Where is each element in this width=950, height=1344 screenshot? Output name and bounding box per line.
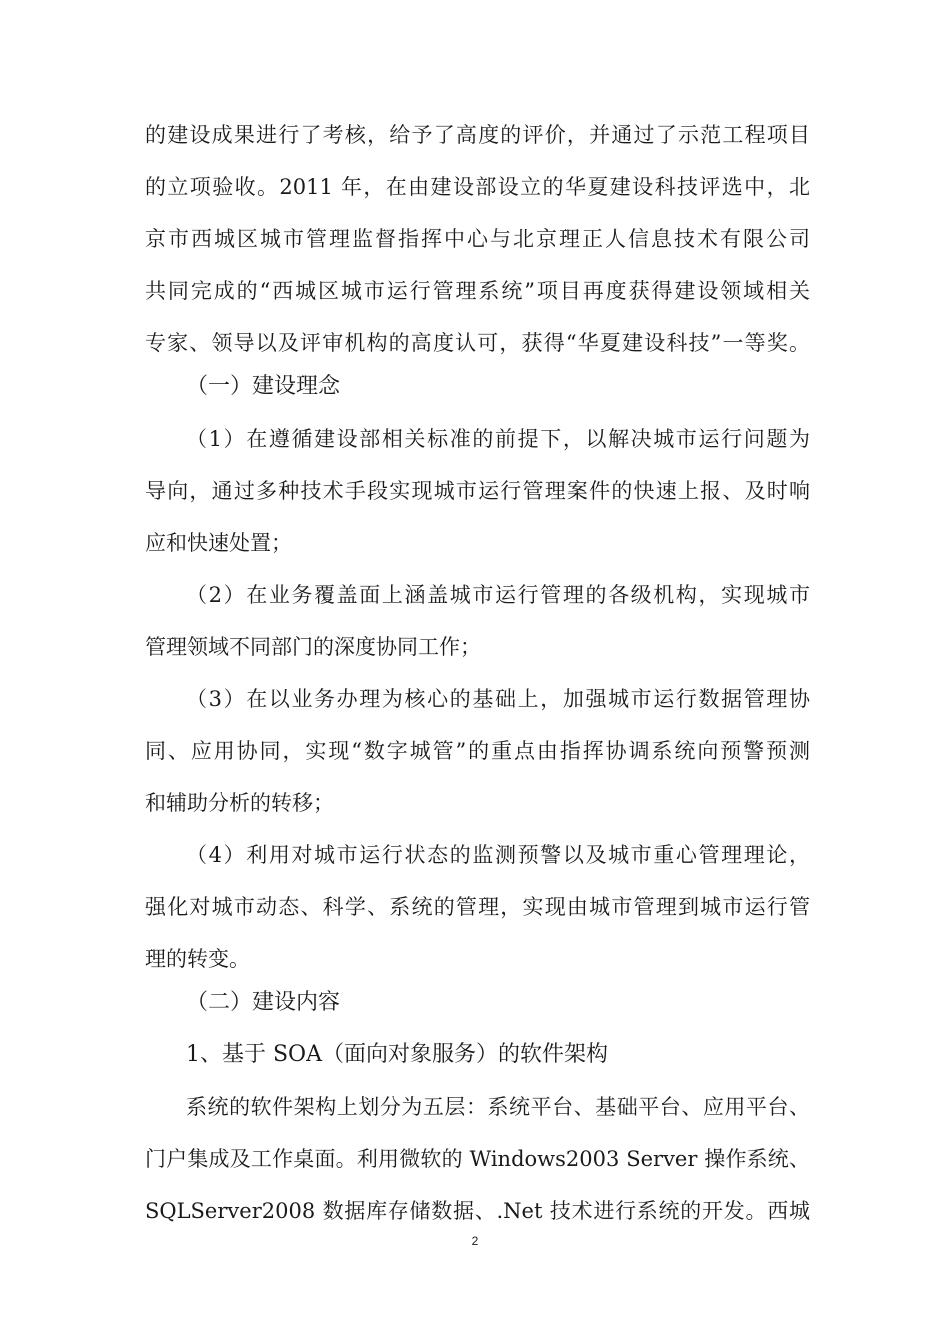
paragraph-line: 专家、领导以及评审机构的高度认可，获得“华夏建设科技”一等奖。	[145, 331, 810, 355]
paragraph-line: SQLServer2008 数据库存储数据、.Net 技术进行系统的开发。西城	[145, 1199, 810, 1223]
paragraph-line: 导向，通过多种技术手段实现城市运行管理案件的快速上报、及时响	[145, 479, 810, 503]
section-heading: （一）建设理念	[186, 374, 341, 399]
paragraph-line: 理的转变。	[145, 947, 250, 971]
section-heading: （二）建设内容	[186, 990, 341, 1015]
paragraph-line: （1）在遵循建设部相关标准的前提下，以解决城市运行问题为	[186, 427, 810, 451]
paragraph-line: 系统的软件架构上划分为五层：系统平台、基础平台、应用平台、	[186, 1095, 810, 1119]
paragraph-line: 的立项验收。2011 年，在由建设部设立的华夏建设科技评选中，北	[145, 175, 810, 199]
subsection-heading: 1、基于 SOA（面向对象服务）的软件架构	[186, 1042, 608, 1067]
paragraph-line: 和辅助分析的转移；	[145, 791, 334, 815]
paragraph-line: 共同完成的“西城区城市运行管理系统”项目再度获得建设领域相关	[145, 279, 810, 303]
page-number: 2	[471, 1234, 479, 1248]
paragraph-line: （2）在业务覆盖面上涵盖城市运行管理的各级机构，实现城市	[186, 583, 810, 607]
paragraph-line: 强化对城市动态、科学、系统的管理，实现由城市管理到城市运行管	[145, 895, 810, 919]
paragraph-line: 同、应用协同，实现“数字城管”的重点由指挥协调系统向预警预测	[145, 739, 810, 763]
paragraph-line: 的建设成果进行了考核，给予了高度的评价，并通过了示范工程项目	[145, 123, 810, 147]
paragraph-line: （4）利用对城市运行状态的监测预警以及城市重心管理理论，	[186, 843, 810, 867]
paragraph-line: 京市西城区城市管理监督指挥中心与北京理正人信息技术有限公司	[145, 227, 810, 251]
paragraph-line: （3）在以业务办理为核心的基础上，加强城市运行数据管理协	[186, 687, 810, 711]
paragraph-line: 门户集成及工作桌面。利用微软的 Windows2003 Server 操作系统、	[145, 1147, 810, 1171]
paragraph-line: 应和快速处置；	[145, 531, 292, 555]
paragraph-line: 管理领域不同部门的深度协同工作；	[145, 635, 481, 659]
